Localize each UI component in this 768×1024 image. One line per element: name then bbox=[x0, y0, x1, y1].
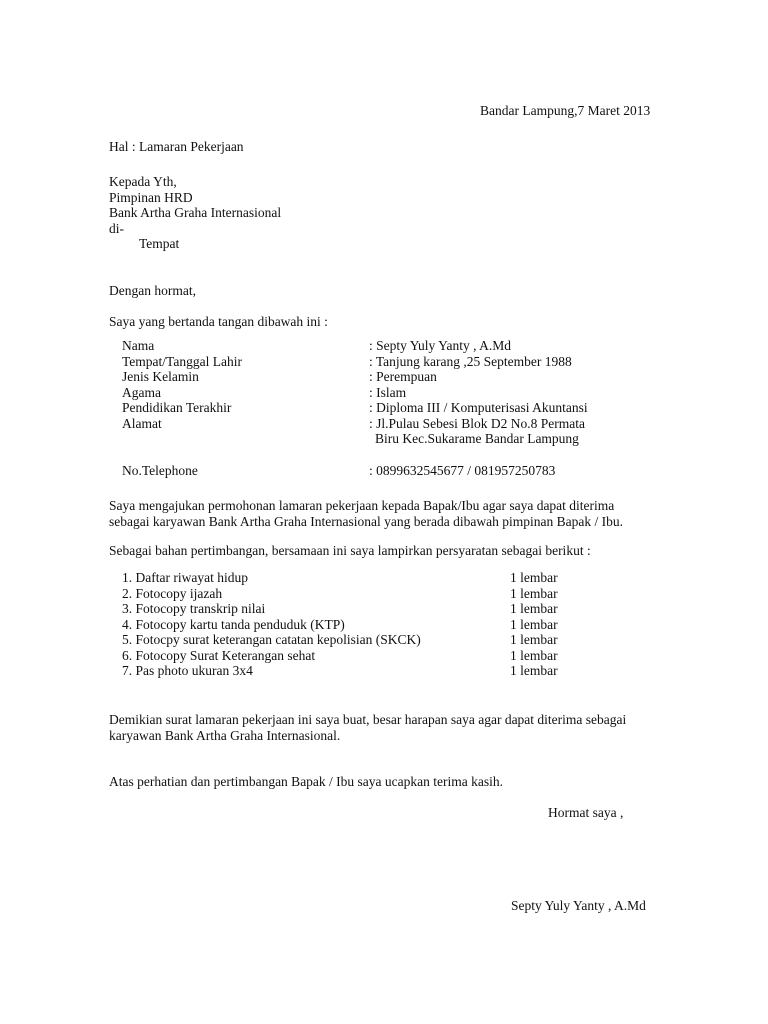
personal-label: Nama bbox=[122, 338, 155, 353]
personal-values bbox=[369, 338, 588, 447]
recipient-line: Bank Artha Graha Internasional bbox=[109, 205, 282, 220]
personal-label: Alamat bbox=[122, 415, 162, 431]
list-item: 7. Pas photo ukuran 3x4 bbox=[122, 663, 253, 678]
signature-name: Septy Yuly Yanty , A.Md bbox=[511, 898, 646, 913]
personal-value: : Jl.Pulau Sebesi Blok D2 No.8 Permata bbox=[369, 415, 585, 431]
paragraph-line: sebagai karyawan Bank Artha Graha Internasional yang berada dibawah pimpinan Bapak / Ibu. bbox=[109, 513, 623, 529]
list-item: 5. Fotocpy surat keterangan catatan kepolisian (SKCK) bbox=[122, 632, 421, 647]
attachment-quantities bbox=[510, 570, 558, 679]
personal-value: : Islam bbox=[369, 384, 407, 400]
phone-label: No.Telephone bbox=[122, 463, 198, 478]
list-item-qty: 1 lembar bbox=[510, 632, 558, 647]
list-item-qty: 1 lembar bbox=[510, 570, 558, 585]
recipient-block bbox=[109, 174, 281, 252]
recipient-line: Pimpinan HRD bbox=[109, 189, 193, 205]
personal-value: : Septy Yuly Yanty , A.Md bbox=[369, 338, 512, 353]
recipient-line: di- bbox=[109, 220, 124, 236]
recipient-line: Kepada Yth, bbox=[109, 174, 177, 189]
personal-labels bbox=[122, 338, 242, 431]
list-item-qty: 1 lembar bbox=[510, 647, 558, 663]
list-item-qty: 1 lembar bbox=[510, 663, 558, 678]
paragraph-closing bbox=[109, 712, 626, 743]
personal-label: Pendidikan Terakhir bbox=[122, 400, 232, 415]
phone-value: : 0899632545677 / 081957250783 bbox=[369, 463, 556, 478]
address-continuation: Biru Kec.Sukarame Bandar Lampung bbox=[375, 431, 579, 446]
paragraph-line: karyawan Bank Artha Graha Internasional. bbox=[109, 727, 341, 743]
paragraph-attachments-intro: Sebagai bahan pertimbangan, bersamaan ini saya lampirkan persyaratan sebagai berikut : bbox=[109, 543, 591, 558]
personal-label: Jenis Kelamin bbox=[122, 369, 199, 384]
place-date: Bandar Lampung,7 Maret 2013 bbox=[480, 103, 651, 118]
list-item: 4. Fotocopy kartu tanda penduduk (KTP) bbox=[122, 616, 345, 632]
sign-off: Hormat saya , bbox=[548, 805, 624, 820]
paragraph-line: Saya mengajukan permohonan lamaran pekerjaan kepada Bapak/Ibu agar saya dapat diterima bbox=[109, 498, 615, 513]
list-item: 6. Fotocopy Surat Keterangan sehat bbox=[122, 647, 316, 663]
list-item: 3. Fotocopy transkrip nilai bbox=[122, 601, 266, 616]
paragraph-line: Demikian surat lamaran pekerjaan ini saya buat, besar harapan saya agar dapat diterima sebagai bbox=[109, 712, 627, 727]
paragraph-application bbox=[109, 498, 623, 529]
list-item-qty: 1 lembar bbox=[510, 601, 558, 616]
list-item-qty: 1 lembar bbox=[510, 616, 558, 632]
list-item-qty: 1 lembar bbox=[510, 585, 558, 601]
intro-text: Saya yang bertanda tangan dibawah ini : bbox=[109, 314, 328, 329]
list-item: 1. Daftar riwayat hidup bbox=[122, 570, 248, 585]
paragraph-thanks: Atas perhatian dan pertimbangan Bapak / Ibu saya ucapkan terima kasih. bbox=[109, 774, 503, 789]
recipient-line: Tempat bbox=[139, 236, 180, 251]
list-item: 2. Fotocopy ijazah bbox=[122, 585, 223, 601]
greeting: Dengan hormat, bbox=[109, 283, 196, 298]
letter-subject: Hal : Lamaran Pekerjaan bbox=[109, 139, 244, 154]
personal-label: Tempat/Tanggal Lahir bbox=[122, 353, 242, 369]
personal-label: Agama bbox=[122, 384, 161, 400]
attachment-list bbox=[122, 570, 421, 679]
personal-value: : Diploma III / Komputerisasi Akuntansi bbox=[369, 400, 588, 415]
personal-value: : Tanjung karang ,25 September 1988 bbox=[369, 353, 572, 369]
personal-value: : Perempuan bbox=[369, 369, 437, 384]
